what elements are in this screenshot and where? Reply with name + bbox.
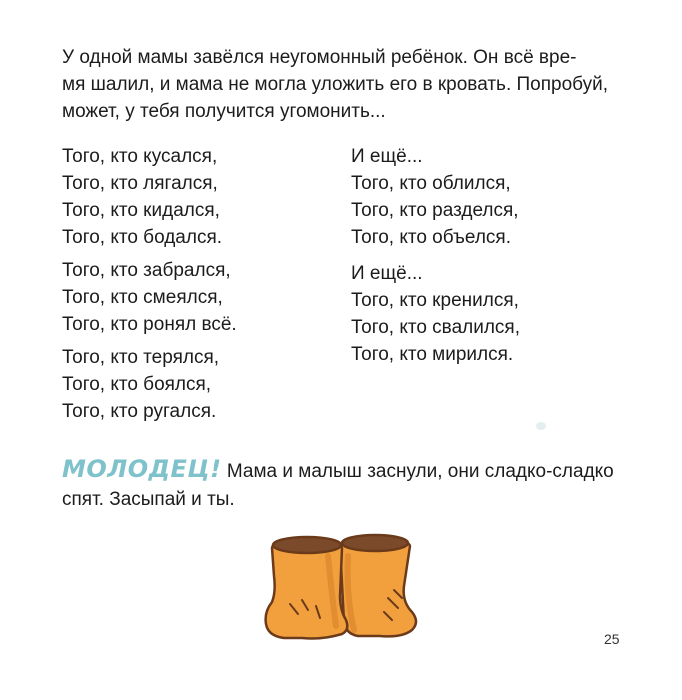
- poem-line: Того, кто объелся.: [351, 227, 511, 248]
- poem-stanza: [62, 143, 237, 251]
- intro-line: мя шалил, и мама не могла уложить его в кровать. Попробуй,: [62, 74, 608, 95]
- praise-word: МОЛОДЕЦ!: [62, 455, 222, 483]
- poem-line: Того, кто мирился.: [351, 344, 514, 365]
- poem-line: Того, кто смеялся,: [62, 287, 223, 308]
- poem-stanza: [351, 143, 520, 251]
- poem-line: Того, кто облился,: [351, 173, 511, 194]
- decorative-smudge: [536, 422, 546, 430]
- praise-line: [62, 455, 642, 486]
- boots-icon: [262, 526, 422, 646]
- poem-stanza: [351, 260, 520, 368]
- praise-line: спят. Засыпай и ты.: [62, 489, 235, 510]
- poem-line: Того, кто боялся,: [62, 374, 212, 395]
- poem-line: Того, кто забрался,: [62, 260, 231, 281]
- praise-text: Мама и малыш заснули, они сладко-сладко: [221, 461, 614, 482]
- poem-right-column: [351, 143, 520, 374]
- praise-paragraph: [62, 455, 642, 514]
- page-number: 25: [604, 631, 620, 647]
- intro-line: может, у тебя получится угомонить...: [62, 101, 386, 122]
- boot-right: [340, 535, 416, 636]
- poem-left-column: [62, 143, 237, 431]
- poem-line: Того, кто кренился,: [351, 290, 519, 311]
- intro-line: У одной мамы завёлся неугомонный ребёнок. Он всё вре-: [62, 47, 577, 68]
- poem-line: Того, кто кусался,: [62, 146, 218, 167]
- poem-line: Того, кто ругался.: [62, 401, 217, 422]
- poem-line: Того, кто свалился,: [351, 317, 520, 338]
- poem-line: И ещё...: [351, 146, 423, 167]
- poem-line: Того, кто ронял всё.: [62, 314, 237, 335]
- intro-paragraph: [62, 44, 642, 125]
- poem-line: Того, кто лягался,: [62, 173, 218, 194]
- poem-stanza: [62, 344, 237, 425]
- poem-line: И ещё...: [351, 263, 423, 284]
- poem-line: Того, кто терялся,: [62, 347, 220, 368]
- poem-stanza: [62, 257, 237, 338]
- poem-line: Того, кто бодался.: [62, 227, 223, 248]
- boot-left: [266, 537, 348, 639]
- poem-line: Того, кто кидался,: [62, 200, 220, 221]
- poem-line: Того, кто разделся,: [351, 200, 519, 221]
